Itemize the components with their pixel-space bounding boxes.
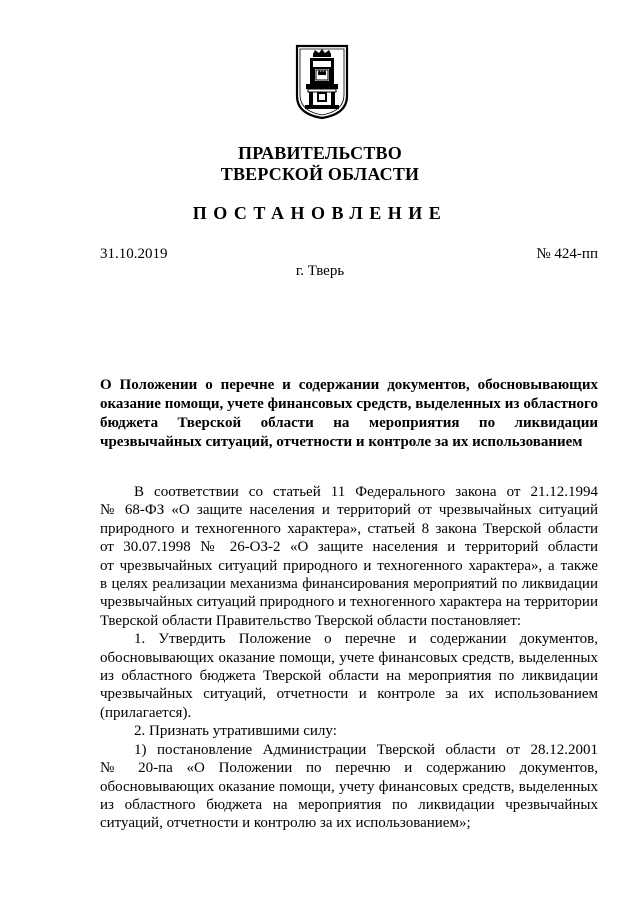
body-line: В соответствии со статьей 11 Федерального закона от 21.12.1994 [134,484,598,500]
organization-name-line2: ТВЕРСКОЙ ОБЛАСТИ [220,164,420,184]
document-body [100,483,598,833]
document-date: 31.10.2019 [100,246,168,262]
body-line: № 20-па «О Положении по перечню и содержанию документов, [100,760,598,777]
body-line: из областного бюджета на мероприятия по ликвидации чрезвычайных [100,796,598,813]
document-type: ПОСТАНОВЛЕНИЕ [192,203,448,223]
document-number: № 424-пп [536,246,598,262]
body-line: природного и техногенного характера», статьей 8 закона Тверской области [100,520,598,537]
body-line: из областного бюджета Тверской области на мероприятия по ликвидации [100,668,598,685]
document-title [100,376,598,452]
title-line: оказание помощи, учете финансовых средств, выделенных из областного [100,396,598,412]
title-line: бюджета Тверской области на мероприятия по ликвидации [100,415,598,431]
body-line: № 68-ФЗ «О защите населения и территорий от чрезвычайных ситуаций [100,502,598,519]
title-line: О Положении о перечне и содержании документов, обосновывающих [100,377,598,393]
body-line: (прилагается). [100,704,192,721]
organization-name-line1: ПРАВИТЕЛЬСТВО [238,143,402,163]
body-line: чрезвычайных ситуаций, отчетности и контроле за их использованием [100,686,598,703]
body-line: обосновывающих оказание помощи, учету финансовых средств, выделенных [100,778,598,795]
body-line: ситуаций, отчетности и контролю за их использованием»; [100,815,471,832]
body-line: 2. Признать утратившими силу: [134,723,337,740]
body-line: 1) постановление Администрации Тверской области от 28.12.2001 [134,741,598,758]
body-line: обосновывающих оказание помощи, учете финансовых средств, выделенных [100,649,598,666]
body-line: чрезвычайных ситуаций природного и техногенного характера на территории [100,594,598,611]
title-line: чрезвычайных ситуаций, отчетности и контроле за их использованием [100,434,583,450]
body-line: 1. Утвердить Положение о перечне и содержании документов, [134,631,598,648]
body-line: в целях реализации механизма финансирования мероприятий по ликвидации [100,576,598,593]
body-line: Тверской области Правительство Тверской области постановляет: [100,612,522,629]
coat-of-arms-icon [295,44,349,120]
body-line: от 30.07.1998 № 26-ОЗ-2 «О защите населения и территорий области [100,539,598,556]
body-line: от чрезвычайных ситуаций природного и техногенного характера», а также [100,557,598,574]
document-city: г. Тверь [295,263,345,279]
